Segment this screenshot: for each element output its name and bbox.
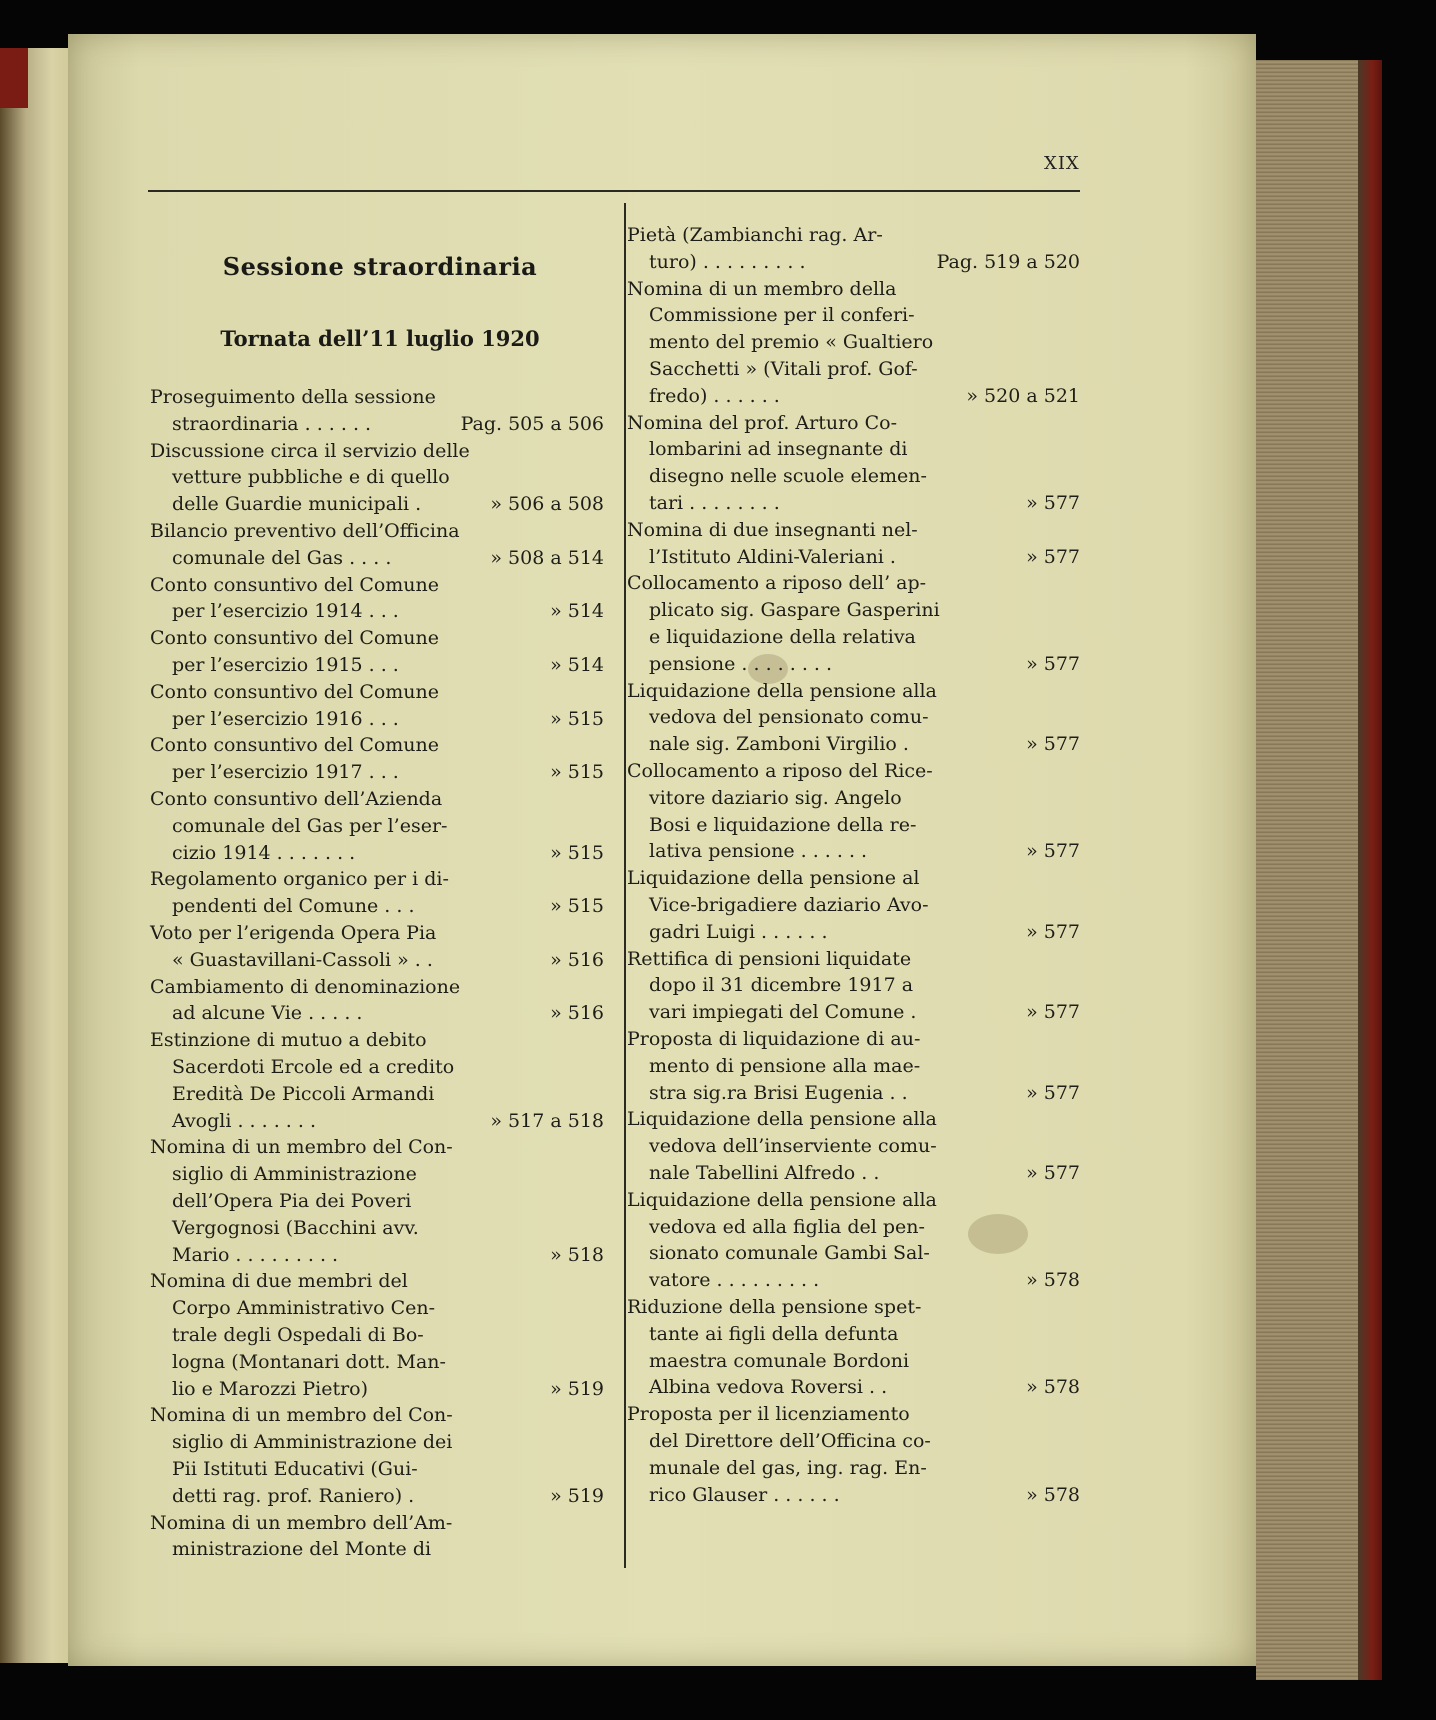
page-reference: » 516 bbox=[550, 948, 604, 971]
index-entry bbox=[150, 1027, 455, 1134]
page-reference: Pag. 505 a 506 bbox=[460, 412, 604, 435]
index-entry bbox=[627, 1294, 927, 1401]
page-reference: » 578 bbox=[1026, 1483, 1080, 1506]
entry-line: Estinzione di mutuo a debito bbox=[150, 1029, 427, 1052]
page-reference: » 515 bbox=[550, 841, 604, 864]
entry-line: tari . . . . . . . . bbox=[649, 491, 780, 514]
entry-line: disegno nelle scuole elemen- bbox=[649, 465, 927, 488]
section-heading: Sessione straordinaria bbox=[222, 252, 538, 281]
binding-corner bbox=[0, 48, 28, 108]
entry-line: vedova dell’inserviente comu- bbox=[649, 1135, 937, 1158]
entry-line: Conto consuntivo del Comune bbox=[150, 573, 440, 596]
page-reference: » 577 bbox=[1026, 733, 1080, 756]
index-entry bbox=[150, 572, 450, 626]
page-reference: » 520 a 521 bbox=[966, 384, 1080, 407]
book-cover-edge bbox=[1358, 60, 1382, 1680]
entry-line: Proposta per il licenziamento bbox=[627, 1403, 910, 1426]
entry-line: Proseguimento della sessione bbox=[150, 386, 436, 408]
entry-line: Vice-brigadiere daziario Avo- bbox=[649, 893, 929, 916]
entry-line: Commissione per il conferi- bbox=[649, 304, 915, 327]
page-reference: » 518 bbox=[550, 1243, 604, 1266]
entry-line: Riduzione della pensione spet- bbox=[627, 1296, 922, 1318]
entry-line: Albina vedova Roversi . . bbox=[649, 1376, 888, 1399]
entry-line: Voto per l’erigenda Opera Pia bbox=[150, 922, 437, 944]
entry-line: vedova del pensionato comu- bbox=[649, 706, 929, 729]
entry-line: lio e Marozzi Pietro) bbox=[172, 1377, 369, 1400]
entry-line: Nomina di un membro dell’Am- bbox=[150, 1511, 453, 1534]
entry-line: Liquidazione della pensione al bbox=[627, 867, 920, 890]
entry-line: detti rag. prof. Raniero) . bbox=[172, 1484, 415, 1507]
entry-line: gadri Luigi . . . . . . bbox=[649, 920, 828, 943]
entry-line: Sacerdoti Ercole ed a credito bbox=[172, 1055, 455, 1078]
index-entry bbox=[150, 1268, 450, 1402]
entry-line: dell’Opera Pia dei Poveri bbox=[172, 1189, 412, 1212]
entry-line: Liquidazione della pensione alla bbox=[627, 679, 937, 702]
index-entry bbox=[627, 678, 937, 758]
index-entry bbox=[627, 222, 927, 276]
entry-line: sionato comunale Gambi Sal- bbox=[649, 1242, 930, 1265]
page-reference: » 514 bbox=[550, 600, 604, 623]
entry-line: Nomina di un membro del Con- bbox=[150, 1136, 453, 1159]
index-entry bbox=[627, 865, 927, 945]
index-entry bbox=[150, 920, 450, 974]
index-entry bbox=[150, 732, 450, 786]
entry-line: Cambiamento di denominazione bbox=[150, 975, 461, 998]
page-folio: XIX bbox=[1044, 153, 1080, 174]
page-reference: » 577 bbox=[1026, 1162, 1080, 1184]
index-entry bbox=[150, 1510, 453, 1564]
index-entry bbox=[627, 946, 927, 1026]
index-entry bbox=[150, 384, 450, 438]
index-entry bbox=[627, 1106, 937, 1186]
index-entry bbox=[627, 410, 927, 517]
page-reference: » 578 bbox=[1026, 1269, 1080, 1292]
entry-line: Proposta di liquidazione di au- bbox=[627, 1028, 921, 1050]
entry-line: per l’esercizio 1915 . . . bbox=[172, 653, 399, 676]
entry-line: ad alcune Vie . . . . . bbox=[172, 1002, 363, 1025]
session-subheading: Tornata dell’11 luglio 1920 bbox=[220, 326, 540, 351]
page-reference: » 577 bbox=[1026, 1081, 1080, 1104]
entry-line: Corpo Amministrativo Cen- bbox=[172, 1297, 436, 1320]
index-entry bbox=[150, 786, 450, 866]
index-entry bbox=[150, 518, 460, 572]
entry-line: Nomina del prof. Arturo Co- bbox=[627, 411, 898, 434]
entry-line: pendenti del Comune . . . bbox=[172, 895, 415, 918]
header-rule bbox=[148, 190, 1080, 192]
entry-line: Bilancio preventivo dell’Officina bbox=[150, 520, 460, 542]
entry-line: per l’esercizio 1914 . . . bbox=[172, 600, 399, 623]
entry-line: mento del premio « Gualtiero bbox=[649, 331, 934, 354]
entry-line: vari impiegati del Comune . bbox=[649, 1001, 917, 1024]
index-entry bbox=[150, 974, 461, 1028]
page-reference: » 515 bbox=[550, 707, 604, 730]
entry-line: dopo il 31 dicembre 1917 a bbox=[649, 974, 914, 997]
page-reference: » 519 bbox=[550, 1484, 604, 1507]
entry-line: Discussione circa il servizio delle bbox=[150, 439, 470, 462]
entry-line: delle Guardie municipali . bbox=[172, 493, 422, 516]
page-reference: » 515 bbox=[550, 761, 604, 784]
entry-line: vatore . . . . . . . . . bbox=[649, 1269, 820, 1292]
entry-line: tante ai figli della defunta bbox=[649, 1322, 899, 1345]
index-entry bbox=[627, 1401, 931, 1508]
index-entry bbox=[150, 625, 450, 679]
page-reference: » 515 bbox=[550, 895, 604, 918]
entry-line: nale sig. Zamboni Virgilio . bbox=[649, 733, 909, 756]
entry-line: Conto consuntivo dell’Azienda bbox=[150, 788, 443, 810]
entry-line: nale Tabellini Alfredo . . bbox=[649, 1161, 880, 1184]
page-reference: » 577 bbox=[1026, 492, 1080, 514]
entry-line: straordinaria . . . . . . bbox=[172, 412, 372, 435]
page-reference: » 577 bbox=[1026, 652, 1080, 675]
page-reference: » 577 bbox=[1026, 920, 1080, 943]
entry-line: trale degli Ospedali di Bo- bbox=[172, 1323, 424, 1346]
entry-line: Nomina di due membri del bbox=[150, 1270, 408, 1293]
entry-line: Conto consuntivo del Comune bbox=[150, 734, 440, 757]
page-reference: » 577 bbox=[1026, 1001, 1080, 1024]
index-entry bbox=[627, 1187, 937, 1294]
entry-line: comunale del Gas . . . . bbox=[172, 546, 392, 569]
entry-line: maestra comunale Bordoni bbox=[649, 1349, 910, 1372]
index-entry bbox=[150, 1402, 453, 1509]
entry-line: Regolamento organico per i di- bbox=[150, 868, 449, 891]
paper-stain bbox=[968, 1214, 1028, 1254]
index-entry bbox=[627, 517, 927, 571]
index-entry bbox=[627, 570, 940, 677]
entry-line: cizio 1914 . . . . . . . bbox=[172, 841, 356, 864]
entry-line: Rettifica di pensioni liquidate bbox=[627, 947, 912, 970]
entry-line: Avogli . . . . . . . bbox=[172, 1109, 316, 1132]
entry-line: ministrazione del Monte di bbox=[172, 1538, 432, 1561]
entry-line: Nomina di un membro della bbox=[627, 277, 897, 300]
index-entry bbox=[627, 758, 933, 865]
entry-line: rico Glauser . . . . . . bbox=[649, 1483, 840, 1506]
page-reference: » 514 bbox=[550, 654, 604, 676]
entry-line: Pietà (Zambianchi rag. Ar- bbox=[627, 224, 883, 246]
entry-line: lativa pensione . . . . . . bbox=[649, 840, 868, 863]
page-reference: » 516 bbox=[550, 1002, 604, 1025]
entry-line: munale del gas, ing. rag. En- bbox=[649, 1456, 927, 1479]
page-reference: » 577 bbox=[1026, 840, 1080, 863]
entry-line: Vergognosi (Bacchini avv. bbox=[172, 1216, 419, 1239]
entry-line: Sacchetti » (Vitali prof. Gof- bbox=[649, 357, 918, 380]
column-divider bbox=[624, 203, 626, 1568]
page-reference: Pag. 519 a 520 bbox=[936, 250, 1080, 273]
entry-line: logna (Montanari dott. Man- bbox=[172, 1350, 446, 1373]
index-entry bbox=[150, 438, 470, 518]
entry-line: fredo) . . . . . . bbox=[649, 384, 780, 407]
entry-line: per l’esercizio 1917 . . . bbox=[172, 761, 399, 784]
entry-line: stra sig.ra Brisi Eugenia . . bbox=[649, 1081, 908, 1104]
entry-line: mento di pensione alla mae- bbox=[649, 1054, 921, 1077]
entry-line: vetture pubbliche e di quello bbox=[172, 466, 450, 489]
entry-line: comunale del Gas per l’eser- bbox=[172, 814, 448, 837]
entry-line: e liquidazione della relativa bbox=[649, 625, 916, 648]
entry-line: Collocamento a riposo dell’ ap- bbox=[627, 572, 927, 595]
entry-line: vedova ed alla figlia del pen- bbox=[649, 1215, 925, 1238]
left-page-edge bbox=[0, 48, 74, 1663]
entry-line: Bosi e liquidazione della re- bbox=[649, 813, 917, 836]
entry-line: l’Istituto Aldini-Valeriani . bbox=[649, 545, 896, 568]
entry-line: Liquidazione della pensione alla bbox=[627, 1188, 937, 1211]
entry-line: Conto consuntivo del Comune bbox=[150, 680, 440, 703]
index-entry bbox=[150, 1134, 453, 1268]
entry-line: per l’esercizio 1916 . . . bbox=[172, 707, 399, 730]
entry-line: plicato sig. Gaspare Gasperini bbox=[649, 599, 940, 622]
entry-line: Pii Istituti Educativi (Gui- bbox=[172, 1457, 418, 1480]
entry-line: Collocamento a riposo del Rice- bbox=[627, 760, 933, 782]
entry-line: Conto consuntivo del Comune bbox=[150, 627, 440, 650]
entry-line: « Guastavillani-Cassoli » . . bbox=[172, 948, 433, 971]
page-reference: » 578 bbox=[1026, 1376, 1080, 1399]
index-entry bbox=[627, 276, 934, 410]
entry-line: vitore daziario sig. Angelo bbox=[649, 786, 902, 809]
entry-line: Nomina di un membro del Con- bbox=[150, 1404, 453, 1427]
page-reference: » 506 a 508 bbox=[490, 493, 604, 516]
page-reference: » 517 a 518 bbox=[490, 1109, 604, 1132]
entry-line: Mario . . . . . . . . . bbox=[172, 1243, 339, 1266]
entry-line: del Direttore dell’Officina co- bbox=[649, 1429, 931, 1452]
index-entry bbox=[150, 866, 450, 920]
entry-line: siglio di Amministrazione dei bbox=[172, 1431, 453, 1454]
page-reference: » 519 bbox=[550, 1377, 604, 1400]
entry-line: turo) . . . . . . . . . bbox=[649, 250, 806, 273]
book-fore-edge bbox=[1256, 60, 1382, 1680]
entry-line: siglio di Amministrazione bbox=[172, 1163, 417, 1186]
index-entry bbox=[627, 1026, 927, 1106]
entry-line: Liquidazione della pensione alla bbox=[627, 1108, 937, 1131]
entry-line: Nomina di due insegnanti nel- bbox=[627, 518, 918, 541]
page-reference: » 508 a 514 bbox=[490, 546, 604, 569]
entry-line: Eredità De Piccoli Armandi bbox=[172, 1082, 435, 1105]
entry-line: lombarini ad insegnante di bbox=[649, 438, 908, 461]
page-reference: » 577 bbox=[1026, 545, 1080, 568]
index-entry bbox=[150, 679, 450, 733]
entry-line: pensione . . . . . . . . bbox=[649, 652, 833, 675]
